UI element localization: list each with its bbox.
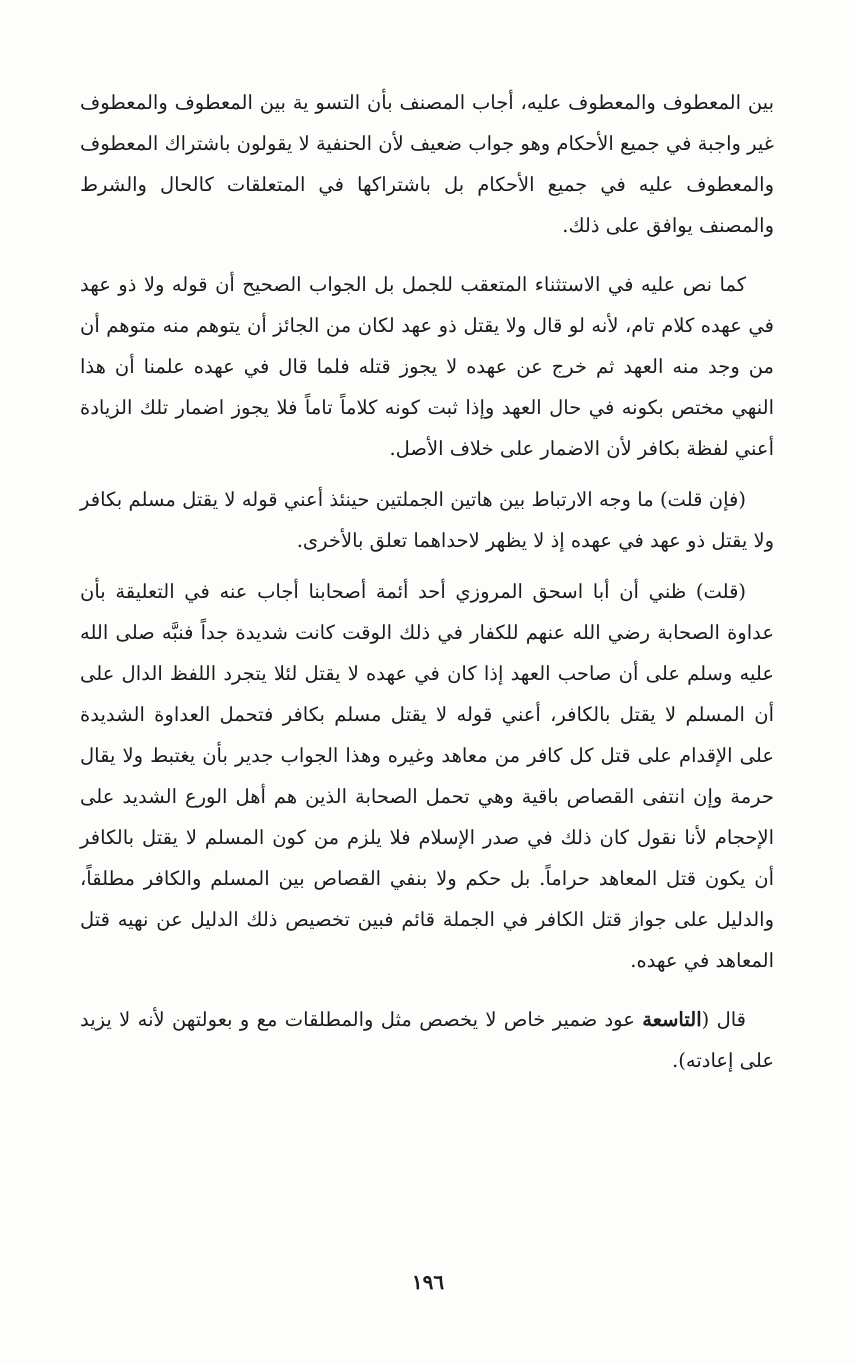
- paragraph-5-bold-word: التاسعة: [642, 1008, 702, 1031]
- page-number: ١٩٦: [411, 1270, 445, 1294]
- paragraph-5-rest: عود ضمير خاص لا يخصص مثل والمطلقات مع و بعولتهن لأنه لا يزيد على إعادته).: [80, 1008, 774, 1072]
- paragraph-3: (فإن قلت) ما وجه الارتباط بين هاتين الجملتين حينئذ أعني قوله لا يقتل مسلم بكافر ولا يقتل ذو عهد في عهده إذ لا يظهر لاحداهما تعلق بالأخرى.: [80, 488, 774, 552]
- paragraph-5-prefix: قال (: [701, 1008, 746, 1031]
- paragraph-2: كما نص عليه في الاستثناء المتعقب للجمل بل الجواب الصحيح أن قوله ولا ذو عهد في عهده كلام تام، لأنه لو قال ولا يقتل ذو عهد لكان من الجائز أن يتوهم منه متوهم أن من وجد منه العهد ثم خرج عن عهده لا يجوز قتله فلما قال في عهده علمنا أن هذا النهي مختص بكونه في حال العهد وإذا ثبت كونه كلاماً تاماً فلا يجوز اضمار تلك الزيادة أعني لفظة بكافر لأن الاضمار على خلاف الأصل.: [80, 273, 774, 460]
- paragraph-1: بين المعطوف والمعطوف عليه، أجاب المصنف بأن التسو ية بين المعطوف والمعطوف غير واجبة في جميع الأحكام وهو جواب ضعيف لأن الحنفية لا يقولون باشتراك المعطوف والمعطوف عليه في جميع الأحكام بل باشتراكها في المتعلقات كالحال والشرط والمصنف يوافق على ذلك.: [80, 91, 774, 237]
- page-body: [80, 82, 774, 1081]
- paragraph-4: (قلت) ظني أن أبا اسحق المروزي أحد أئمة أصحابنا أجاب عنه في التعليقة بأن عداوة الصحابة رضي الله عنهم للكفار في ذلك الوقت كانت شديدة جداً فنبَّه صلى الله عليه وسلم على أن صاحب العهد إذا كان في عهده لا يقتل لئلا يتجرد اللفظ الدال على أن المسلم لا يقتل بالكافر، أعني قوله لا يقتل مسلم بكافر فتحمل العداوة الشديدة على الإقدام على قتل كل كافر من معاهد وغيره وهذا الجواب جدير بأن يغتبط ولا يقال حرمة وإن انتفى القصاص باقية وهي تحمل الصحابة الذين هم أهل الورع الشديد على الإحجام لأنا نقول كان ذلك في صدر الإسلام فلا يلزم من كون المسلم لا يقتل بالكافر أن يكون قتل المعاهد حراماً. بل حكم ولا بنفي القصاص بين المسلم والكافر مطلقاً، والدليل على جواز قتل الكافر في الجملة قائم فبين تخصيص ذلك الدليل عن نهيه قتل المعاهد في عهده.: [80, 580, 774, 972]
- paragraph-5: [80, 999, 774, 1081]
